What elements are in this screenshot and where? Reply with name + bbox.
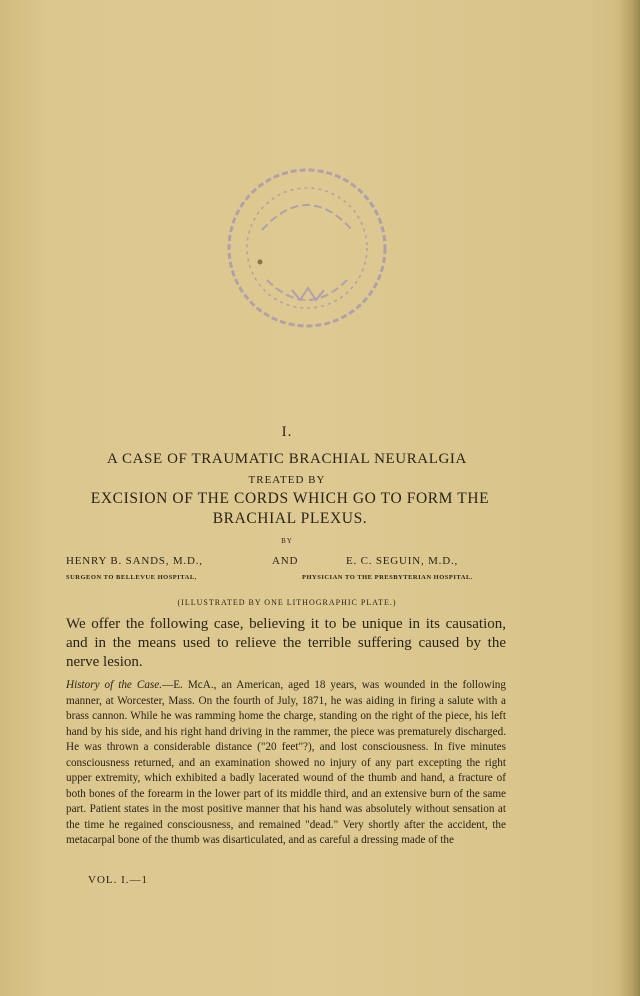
author-right: E. C. SEGUIN, M.D., [346, 555, 459, 567]
title-line-1: A CASE OF TRAUMATIC BRACHIAL NEURALGIA [107, 451, 467, 467]
title-line-2: EXCISION OF THE CORDS WHICH GO TO FORM THE [90, 490, 490, 507]
title-line-3: BRACHIAL PLEXUS. [212, 510, 368, 527]
affiliation-left: SURGEON TO BELLEVUE HOSPITAL, [66, 574, 197, 581]
library-stamp-icon [222, 160, 392, 340]
by-label: BY [281, 537, 293, 545]
section-number: I. [281, 424, 293, 440]
title-block [40, 489, 540, 529]
intro-paragraph: We offer the following case, believing it to be unique in its causation, and in the means used to relieve the terrible suffering caused by the nerve lesion. [66, 616, 506, 670]
history-heading: History of the Case. [66, 679, 163, 691]
page-edge-shadow [618, 0, 640, 996]
illustration-note: (ILLUSTRATED BY ONE LITHOGRAPHIC PLATE.) [177, 598, 397, 607]
treated-by: TREATED BY [248, 474, 326, 486]
volume-footer: VOL. I.—1 [88, 874, 149, 886]
history-text: —E. McA., an American, aged 18 years, was wounded in the following manner, at Worcester, Mass. On the fourth of July, 1871, he was aiding in firing a salute with a brass cannon. While he was ramming home the charge, standing on the right of the piece, his left hand by his side, and his right hand driving in the rammer, the piece was prematurely discharged. He was thrown a considerable distance ("20 feet"?), and lost consciousness. In five minutes consciousness returned, and an examination showed no injury of any part excepting the right upper extremity, which exhibited a badly lacerated wound of the thumb and hand, a fracture of both bones of the forearm in the lower part of its middle third, and an extensive burn of the same part. Patient states in the most positive manner that his hand was absolutely without sensation at the time he regained consciousness, and remained "dead." Very shortly after the accident, the metacarpal bone of the thumb was disarticulated, and as careful a dressing made of the [66, 679, 506, 846]
author-conjunction: AND [272, 555, 299, 567]
history-paragraph [66, 678, 506, 849]
affiliation-right: PHYSICIAN TO THE PRESBYTERIAN HOSPITAL. [302, 574, 473, 581]
author-left: HENRY B. SANDS, M.D., [66, 555, 203, 567]
